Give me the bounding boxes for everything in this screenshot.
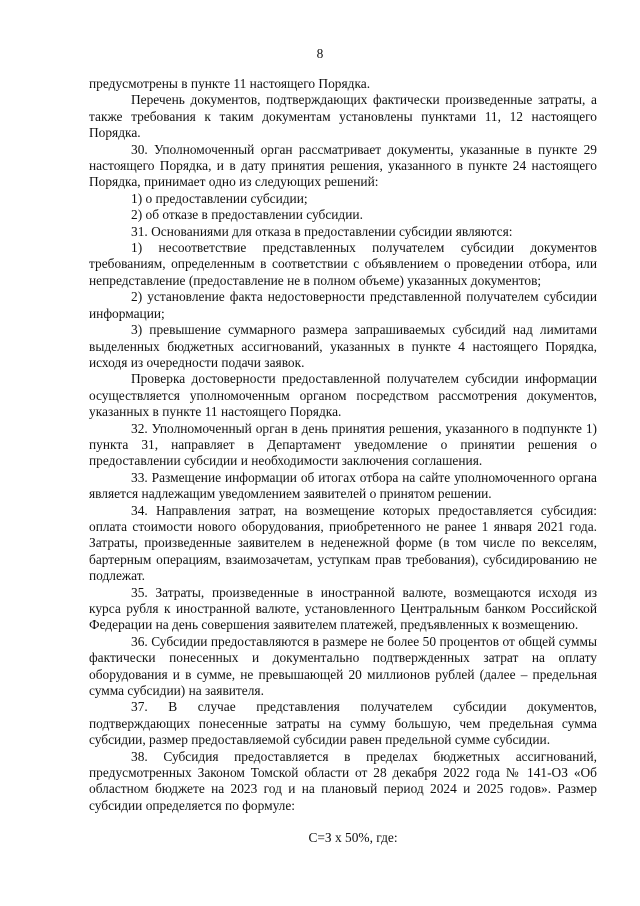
paragraph: предусмотрены в пункте 11 настоящего Порядка. [89,76,371,91]
subitem: 2) установление факта недостоверности представленной получателем субсидии информации; [89,289,597,321]
formula: С=З х 50%, где: [308,830,398,846]
subitem: 1) несоответствие представленных получателем субсидии документов требованиям, определенным в соответствии с объявлением о проведении отбора, или непредставление (предоставление не в полном объеме) указанных документов; [89,240,597,288]
paragraph-item-35: 35. Затраты, произведенные в иностранной валюте, возмещаются исходя из курса рубля к иностранной валюте, установленного Центральным банком Российской Федерации на день совершения заявителем платежей, предъявленных к возмещению. [89,584,597,633]
paragraph-item-32: 32. Уполномоченный орган в день принятия решения, указанного в подпункте 1) пункта 31, направляет в Департамент уведомление о принятии решения о предоставлении субсидии и необходимости заключения соглашения. [89,420,597,469]
paragraph-item-30: 30. Уполномоченный орган рассматривает документы, указанные в пункте 29 настоящего Порядка, и в дату принятия решения, указанного в пункте 24 настоящего Порядка, принимает одно из следующих решений: [89,141,597,190]
subitem: 3) превышение суммарного размера запрашиваемых субсидий над лимитами выделенных бюджетных ассигнований, указанных в пункте 4 настоящего Порядка, исходя из очередности подачи заявок. [89,322,597,370]
paragraph-item-38: 38. Субсидия предоставляется в пределах бюджетных ассигнований, предусмотренных Законом Томской области от 28 декабря 2022 года № 141-ОЗ «Об областном бюджете на 2023 год и на плановый период 2024 и 2025 годов». Размер субсидии определяется по формуле: [89,748,597,813]
paragraph-item-34: 34. Направления затрат, на возмещение которых предоставляется субсидия: оплата стоимости нового оборудования, приобретенного не ранее 1 января 2021 года. Затраты, произведенные заявителем в неденежной форме (в том числе по векселям, бартерным операциям, взаимозачетам, уступкам прав требования), субсидированию не подлежат. [89,502,597,584]
subitem: 2) об отказе в предоставлении субсидии. [131,207,363,223]
paragraph: Перечень документов, подтверждающих фактически произведенные затраты, а также требования к таким документам установлены пунктами 11, 12 настоящего Порядка. [89,92,597,141]
paragraph-item-37: 37. В случае представления получателем субсидии документов, подтверждающих понесенные затраты на сумму большую, чем предельная сумма субсидии, размер предоставляемой субсидии равен предельной сумме субсидии. [89,699,597,748]
paragraph-item-31: 31. Основаниями для отказа в предоставлении субсидии являются: [131,223,513,239]
page-number: 8 [316,46,324,61]
subitem: 1) о предоставлении субсидии; [131,190,308,206]
document-body [89,76,597,847]
paragraph-item-33: 33. Размещение информации об итогах отбора на сайте уполномоченного органа является надлежащим уведомлением заявителей о принятом решении. [89,469,597,502]
paragraph: Проверка достоверности предоставленной получателем субсидии информации осуществляется уполномоченным органом посредством рассмотрения документов, указанных в пункте 11 настоящего Порядка. [89,371,597,420]
paragraph-item-36: 36. Субсидии предоставляются в размере не более 50 процентов от общей суммы фактически понесенных и документально подтвержденных затрат на оплату оборудования и в сумме, не превышающей 20 миллионов рублей (далее – предельная сумма субсидии) на заявителя. [89,633,597,699]
